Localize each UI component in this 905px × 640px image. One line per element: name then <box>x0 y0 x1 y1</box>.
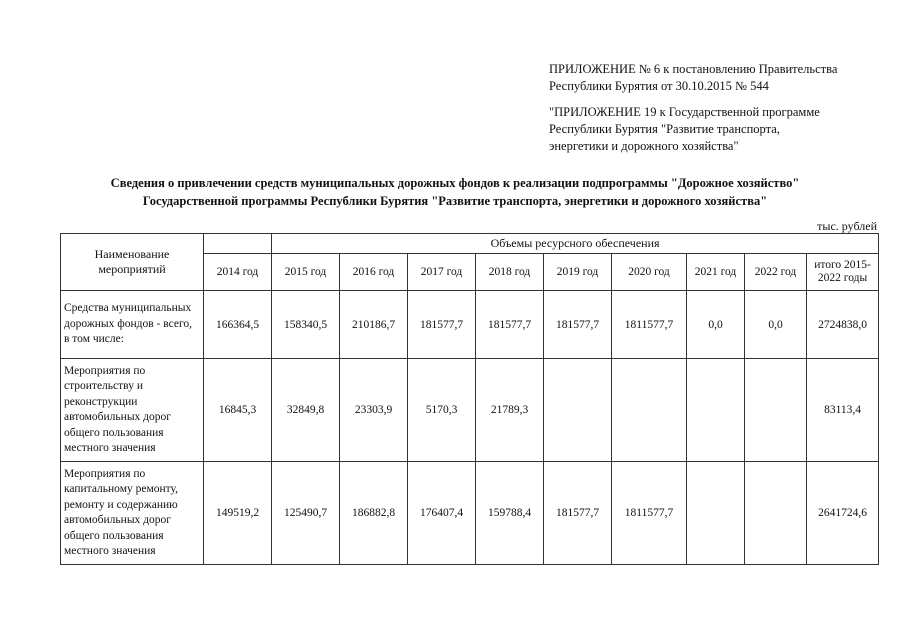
title-line-2: Государственной программы Республики Бурятия "Развитие транспорта, энергетики и дорожного хозяйства" <box>142 194 768 208</box>
appendix-line-5: энергетики и дорожного хозяйства" <box>549 139 739 153</box>
row-name-cell: Мероприятия по строительству и реконструкции автомобильных дорог общего пользования местного значения <box>61 359 204 462</box>
column-header-year: 2017 год <box>408 254 476 291</box>
row-name-cell: Мероприятия по капитальному ремонту, ремонту и содержанию автомобильных дорог общего пользования местного значения <box>61 462 204 565</box>
value-cell: 2724838,0 <box>807 291 879 359</box>
value-cell: 23303,9 <box>340 359 408 462</box>
value-cell: 181577,7 <box>544 462 612 565</box>
value-cell: 1811577,7 <box>612 291 687 359</box>
value-cell: 149519,2 <box>204 462 272 565</box>
row-name-cell: Средства муниципальных дорожных фондов - всего, в том числе: <box>61 291 204 359</box>
value-cell: 158340,5 <box>272 291 340 359</box>
column-header-year: 2021 год <box>687 254 745 291</box>
value-cell: 21789,3 <box>476 359 544 462</box>
column-header-year: 2022 год <box>745 254 807 291</box>
value-cell: 176407,4 <box>408 462 476 565</box>
value-cell: 32849,8 <box>272 359 340 462</box>
appendix-line-4: Республики Бурятия "Развитие транспорта, <box>549 122 780 136</box>
value-cell: 16845,3 <box>204 359 272 462</box>
value-cell <box>687 462 745 565</box>
value-cell: 166364,5 <box>204 291 272 359</box>
value-cell: 0,0 <box>687 291 745 359</box>
column-header-group: Объемы ресурсного обеспечения <box>272 234 879 254</box>
appendix-line-2: Республики Бурятия от 30.10.2015 № 544 <box>549 79 769 93</box>
value-cell: 181577,7 <box>408 291 476 359</box>
appendix-line-1: ПРИЛОЖЕНИЕ № 6 к постановлению Правительства <box>549 62 838 76</box>
value-cell: 1811577,7 <box>612 462 687 565</box>
table-row <box>61 462 879 565</box>
value-cell: 0,0 <box>745 291 807 359</box>
value-cell <box>745 462 807 565</box>
value-cell: 181577,7 <box>544 291 612 359</box>
value-cell: 83113,4 <box>807 359 879 462</box>
value-cell: 210186,7 <box>340 291 408 359</box>
title-line-1: Сведения о привлечении средств муниципальных дорожных фондов к реализации подпрограммы "Дорожное хозяйство" <box>110 176 800 190</box>
table-row <box>61 291 879 359</box>
value-cell <box>544 359 612 462</box>
column-header-year: итого 2015-2022 годы <box>807 254 879 291</box>
column-header-year: 2014 год <box>204 254 272 291</box>
column-header-year: 2015 год <box>272 254 340 291</box>
column-header-year: 2020 год <box>612 254 687 291</box>
column-header-year: 2018 год <box>476 254 544 291</box>
appendix-line-3: "ПРИЛОЖЕНИЕ 19 к Государственной программе <box>549 105 820 119</box>
value-cell <box>612 359 687 462</box>
value-cell: 181577,7 <box>476 291 544 359</box>
column-header-year: 2019 год <box>544 254 612 291</box>
value-cell <box>745 359 807 462</box>
value-cell: 186882,8 <box>340 462 408 565</box>
value-cell: 5170,3 <box>408 359 476 462</box>
column-header-year: 2016 год <box>340 254 408 291</box>
value-cell: 125490,7 <box>272 462 340 565</box>
value-cell: 2641724,6 <box>807 462 879 565</box>
appendix-header <box>549 61 889 155</box>
units-label: тыс. рублей <box>817 219 877 233</box>
column-header-name: Наименование мероприятий <box>61 234 204 291</box>
value-cell: 159788,4 <box>476 462 544 565</box>
table-row <box>61 359 879 462</box>
table-header-row-1 <box>61 234 879 254</box>
budget-table <box>60 233 879 565</box>
column-header-2014-spacer <box>204 234 272 254</box>
document-title <box>40 174 870 210</box>
value-cell <box>687 359 745 462</box>
